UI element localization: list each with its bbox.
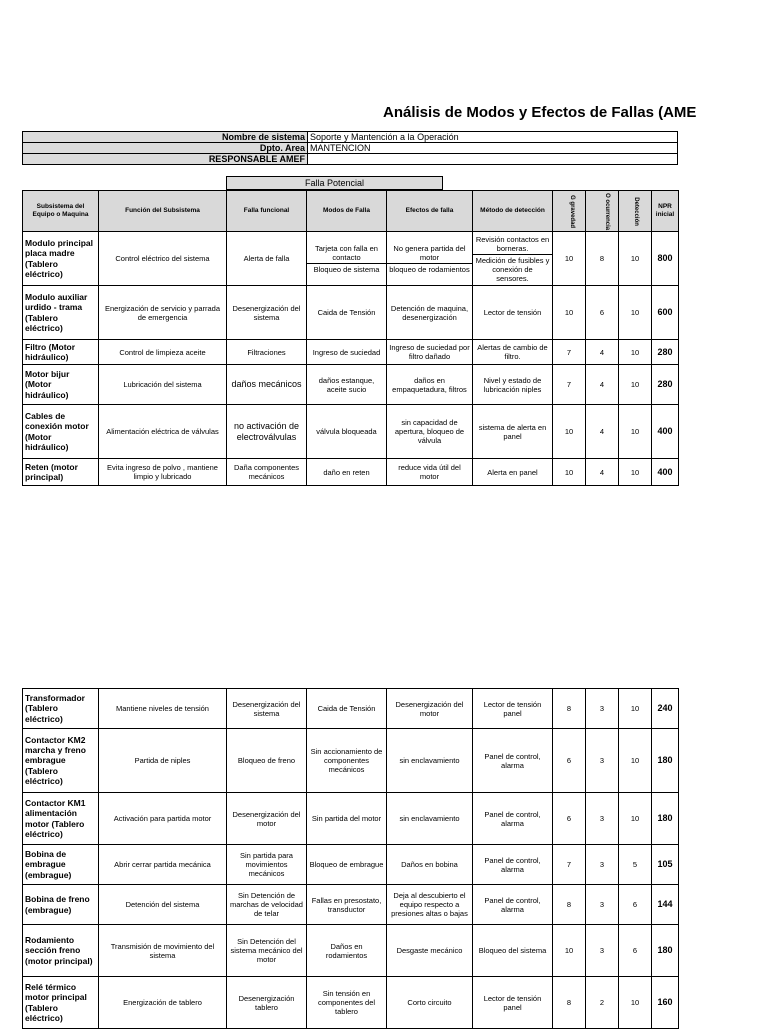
ocurrencia-cell: 3 bbox=[586, 689, 619, 729]
subsistema-cell: Reten (motor principal) bbox=[23, 459, 99, 486]
nombre-value: Soporte y Mantención a la Operación bbox=[308, 132, 678, 143]
subsistema-cell: Motor bijur (Motor hidráulico) bbox=[23, 365, 99, 405]
deteccion-cell: 10 bbox=[619, 365, 652, 405]
subsistema-cell: Rodamiento sección freno (motor principal) bbox=[23, 925, 99, 977]
header-gravedad-text: G gravedad bbox=[569, 194, 576, 229]
efectos-cell: sin capacidad de apertura, bloqueo de válvula bbox=[387, 405, 473, 459]
ocurrencia-cell: 4 bbox=[586, 340, 619, 365]
header-subsistema: Subsistema del Equipo o Maquina bbox=[23, 191, 99, 232]
metodo-cell: Lector de tensión panel bbox=[473, 689, 553, 729]
modos-cell: válvula bloqueada bbox=[307, 405, 387, 459]
modo-2: Bloqueo de sistema bbox=[307, 263, 386, 275]
efectos-cell: Desenergización del motor bbox=[387, 689, 473, 729]
efecto-2: bloqueo de rodamientos bbox=[387, 263, 472, 275]
metodo-cell: Bloqueo del sistema bbox=[473, 925, 553, 977]
gravedad-cell: 8 bbox=[553, 885, 586, 925]
modos-cell: Sin tensión en componentes del tablero bbox=[307, 977, 387, 1029]
header-gravedad bbox=[553, 191, 586, 232]
area-value: MANTENCION bbox=[308, 143, 678, 154]
ocurrencia-cell: 3 bbox=[586, 793, 619, 845]
ocurrencia-cell: 4 bbox=[586, 405, 619, 459]
deteccion-cell: 10 bbox=[619, 405, 652, 459]
deteccion-cell: 10 bbox=[619, 977, 652, 1029]
modos-cell bbox=[307, 232, 387, 286]
header-row bbox=[23, 191, 679, 232]
gravedad-cell: 10 bbox=[553, 405, 586, 459]
npr-cell: 280 bbox=[652, 340, 679, 365]
efectos-cell: sin enclavamiento bbox=[387, 729, 473, 793]
funcion-cell: Activación para partida motor bbox=[99, 793, 227, 845]
table-row bbox=[23, 286, 679, 340]
ocurrencia-cell: 4 bbox=[586, 365, 619, 405]
table-row bbox=[23, 689, 679, 729]
table-row bbox=[23, 232, 679, 286]
falla-funcional-cell: Filtraciones bbox=[227, 340, 307, 365]
ocurrencia-cell: 6 bbox=[586, 286, 619, 340]
npr-cell: 160 bbox=[652, 977, 679, 1029]
deteccion-cell: 6 bbox=[619, 885, 652, 925]
header-funcion: Función del Subsistema bbox=[99, 191, 227, 232]
deteccion-cell: 10 bbox=[619, 793, 652, 845]
npr-cell: 144 bbox=[652, 885, 679, 925]
deteccion-cell: 10 bbox=[619, 459, 652, 486]
gravedad-cell: 8 bbox=[553, 977, 586, 1029]
subsistema-cell: Contactor KM1 alimentación motor (Tablero eléctrico) bbox=[23, 793, 99, 845]
system-info-table bbox=[22, 131, 678, 165]
table-row bbox=[23, 340, 679, 365]
funcion-cell: Energización de tablero bbox=[99, 977, 227, 1029]
area-label: Dpto. Area bbox=[23, 143, 308, 154]
modos-cell: Daños en rodamientos bbox=[307, 925, 387, 977]
table-row bbox=[23, 405, 679, 459]
modos-cell: Bloqueo de embrague bbox=[307, 845, 387, 885]
falla-funcional-cell: Desenergización del sistema bbox=[227, 286, 307, 340]
header-deteccion-text: Detección bbox=[632, 197, 639, 226]
falla-funcional-cell: Sin Detención de marchas de velocidad de telar bbox=[227, 885, 307, 925]
subsistema-cell: Filtro (Motor hidráulico) bbox=[23, 340, 99, 365]
funcion-cell: Energización de servicio y parrada de emergencia bbox=[99, 286, 227, 340]
nombre-label: Nombre de sistema bbox=[23, 132, 308, 143]
ocurrencia-cell: 3 bbox=[586, 925, 619, 977]
subsistema-cell: Transformador (Tablero eléctrico) bbox=[23, 689, 99, 729]
info-row-area bbox=[23, 143, 678, 154]
metodo-cell: Alertas de cambio de filtro. bbox=[473, 340, 553, 365]
metodo-cell: Panel de control, alarma bbox=[473, 729, 553, 793]
modos-cell: daño en reten bbox=[307, 459, 387, 486]
falla-funcional-cell: Bloqueo de freno bbox=[227, 729, 307, 793]
ocurrencia-cell: 3 bbox=[586, 885, 619, 925]
fmea-table-1 bbox=[22, 190, 679, 486]
efectos-cell: reduce vida útil del motor bbox=[387, 459, 473, 486]
header-efectos: Efectos de falla bbox=[387, 191, 473, 232]
table-row bbox=[23, 365, 679, 405]
efectos-cell: Detención de maquina, desenergización bbox=[387, 286, 473, 340]
responsable-label: RESPONSABLE AMEF bbox=[23, 154, 308, 165]
header-ocurrencia bbox=[586, 191, 619, 232]
subsistema-cell: Modulo principal placa madre (Tablero eléctrico) bbox=[23, 232, 99, 286]
subsistema-cell: Bobina de embrague (embrague) bbox=[23, 845, 99, 885]
metodo-cell bbox=[473, 232, 553, 286]
responsable-value bbox=[308, 154, 678, 165]
falla-funcional-cell: Alerta de falla bbox=[227, 232, 307, 286]
falla-potencial-header bbox=[226, 176, 443, 190]
table-row bbox=[23, 845, 679, 885]
npr-cell: 280 bbox=[652, 365, 679, 405]
table-row bbox=[23, 729, 679, 793]
page-title: Análisis de Modos y Efectos de Fallas (AME bbox=[383, 104, 697, 121]
fmea-table-2 bbox=[22, 688, 679, 1029]
metodo-cell: Panel de control, alarma bbox=[473, 885, 553, 925]
header-modos: Modos de Falla bbox=[307, 191, 387, 232]
efectos-cell: daños en empaquetadura, filtros bbox=[387, 365, 473, 405]
funcion-cell: Control eléctrico del sistema bbox=[99, 232, 227, 286]
subsistema-cell: Modulo auxiliar urdido - trama (Tablero eléctrico) bbox=[23, 286, 99, 340]
funcion-cell: Evita ingreso de polvo , mantiene limpio y lubricado bbox=[99, 459, 227, 486]
efectos-cell: Deja al descubierto el equipo respecto a presiones altas o bajas bbox=[387, 885, 473, 925]
efectos-cell: Ingreso de suciedad por filtro dañado bbox=[387, 340, 473, 365]
metodo-cell: sistema de alerta en panel bbox=[473, 405, 553, 459]
deteccion-cell: 10 bbox=[619, 729, 652, 793]
funcion-cell: Lubricación del sistema bbox=[99, 365, 227, 405]
metodo-cell: Nivel y estado de lubricación niples bbox=[473, 365, 553, 405]
header-ocurrencia-text: O ocurrencia bbox=[604, 192, 611, 231]
ocurrencia-cell: 2 bbox=[586, 977, 619, 1029]
header-metodo: Método de detección bbox=[473, 191, 553, 232]
gravedad-cell: 6 bbox=[553, 729, 586, 793]
falla-funcional-cell: Sin partida para movimientos mecánicos bbox=[227, 845, 307, 885]
deteccion-cell: 10 bbox=[619, 340, 652, 365]
gravedad-cell: 10 bbox=[553, 459, 586, 486]
gravedad-cell: 6 bbox=[553, 793, 586, 845]
efectos-cell bbox=[387, 232, 473, 286]
npr-cell: 600 bbox=[652, 286, 679, 340]
metodo-cell: Lector de tensión bbox=[473, 286, 553, 340]
header-npr: NPR inicial bbox=[652, 191, 679, 232]
metodo-1: Revisión contactos en borneras. bbox=[475, 234, 550, 253]
gravedad-cell: 7 bbox=[553, 845, 586, 885]
ocurrencia-cell: 8 bbox=[586, 232, 619, 286]
ocurrencia-cell: 3 bbox=[586, 845, 619, 885]
modos-cell: Sin partida del motor bbox=[307, 793, 387, 845]
modos-cell: Caida de Tensión bbox=[307, 286, 387, 340]
deteccion-cell: 5 bbox=[619, 845, 652, 885]
table-row bbox=[23, 977, 679, 1029]
subsistema-cell: Relé térmico motor principal (Tablero eléctrico) bbox=[23, 977, 99, 1029]
funcion-cell: Control de limpieza aceite bbox=[99, 340, 227, 365]
modos-cell: Ingreso de suciedad bbox=[307, 340, 387, 365]
efectos-cell: Desgaste mecánico bbox=[387, 925, 473, 977]
modos-cell: Sin accionamiento de componentes mecánicos bbox=[307, 729, 387, 793]
gravedad-cell: 8 bbox=[553, 689, 586, 729]
table-row bbox=[23, 793, 679, 845]
metodo-cell: Panel de control, alarma bbox=[473, 793, 553, 845]
gravedad-cell: 10 bbox=[553, 925, 586, 977]
gravedad-cell: 7 bbox=[553, 340, 586, 365]
info-row-nombre bbox=[23, 132, 678, 143]
deteccion-cell: 10 bbox=[619, 689, 652, 729]
gravedad-cell: 10 bbox=[553, 232, 586, 286]
deteccion-cell: 10 bbox=[619, 232, 652, 286]
falla-funcional-cell: Desenergización tablero bbox=[227, 977, 307, 1029]
deteccion-cell: 6 bbox=[619, 925, 652, 977]
efectos-cell: sin enclavamiento bbox=[387, 793, 473, 845]
modo-1: Tarjeta con falla en contacto bbox=[315, 243, 378, 262]
modos-cell: daños estanque, aceite sucio bbox=[307, 365, 387, 405]
table-row bbox=[23, 885, 679, 925]
falla-funcional-cell: Daña componentes mecánicos bbox=[227, 459, 307, 486]
funcion-cell: Transmisión de movimiento del sistema bbox=[99, 925, 227, 977]
modos-cell: Fallas en presostato, transductor bbox=[307, 885, 387, 925]
subsistema-cell: Bobina de freno (embrague) bbox=[23, 885, 99, 925]
npr-cell: 400 bbox=[652, 459, 679, 486]
gravedad-cell: 7 bbox=[553, 365, 586, 405]
header-deteccion bbox=[619, 191, 652, 232]
efectos-cell: Daños en bobina bbox=[387, 845, 473, 885]
funcion-cell: Abrir cerrar partida mecánica bbox=[99, 845, 227, 885]
npr-cell: 240 bbox=[652, 689, 679, 729]
info-row-responsable bbox=[23, 154, 678, 165]
table-row bbox=[23, 925, 679, 977]
npr-cell: 180 bbox=[652, 793, 679, 845]
funcion-cell: Detención del sistema bbox=[99, 885, 227, 925]
falla-funcional-cell: daños mecánicos bbox=[227, 365, 307, 405]
header-falla-funcional: Falla funcional bbox=[227, 191, 307, 232]
efectos-cell: Corto circuito bbox=[387, 977, 473, 1029]
ocurrencia-cell: 4 bbox=[586, 459, 619, 486]
npr-cell: 400 bbox=[652, 405, 679, 459]
metodo-cell: Alerta en panel bbox=[473, 459, 553, 486]
table-row bbox=[23, 459, 679, 486]
ocurrencia-cell: 3 bbox=[586, 729, 619, 793]
npr-cell: 105 bbox=[652, 845, 679, 885]
npr-cell: 800 bbox=[652, 232, 679, 286]
deteccion-cell: 10 bbox=[619, 286, 652, 340]
modos-cell: Caida de Tensión bbox=[307, 689, 387, 729]
npr-cell: 180 bbox=[652, 729, 679, 793]
falla-funcional-cell: Desenergización del sistema bbox=[227, 689, 307, 729]
subsistema-cell: Cables de conexión motor (Motor hidráulico) bbox=[23, 405, 99, 459]
falla-funcional-cell: Sin Detención del sistema mecánico del motor bbox=[227, 925, 307, 977]
funcion-cell: Mantiene niveles de tensión bbox=[99, 689, 227, 729]
gravedad-cell: 10 bbox=[553, 286, 586, 340]
metodo-cell: Panel de control, alarma bbox=[473, 845, 553, 885]
metodo-cell: Lector de tensión panel bbox=[473, 977, 553, 1029]
efecto-1: No genera partida del motor bbox=[393, 243, 466, 262]
falla-funcional-cell: Desenergización del motor bbox=[227, 793, 307, 845]
npr-cell: 180 bbox=[652, 925, 679, 977]
funcion-cell: Alimentación eléctrica de válvulas bbox=[99, 405, 227, 459]
funcion-cell: Partida de niples bbox=[99, 729, 227, 793]
falla-potencial-label: Falla Potencial bbox=[227, 177, 443, 190]
metodo-2: Medición de fusibles y conexión de sensores. bbox=[473, 254, 552, 284]
subsistema-cell: Contactor KM2 marcha y freno embrague (Tablero eléctrico) bbox=[23, 729, 99, 793]
falla-funcional-cell: no activación de electroválvulas bbox=[227, 405, 307, 459]
